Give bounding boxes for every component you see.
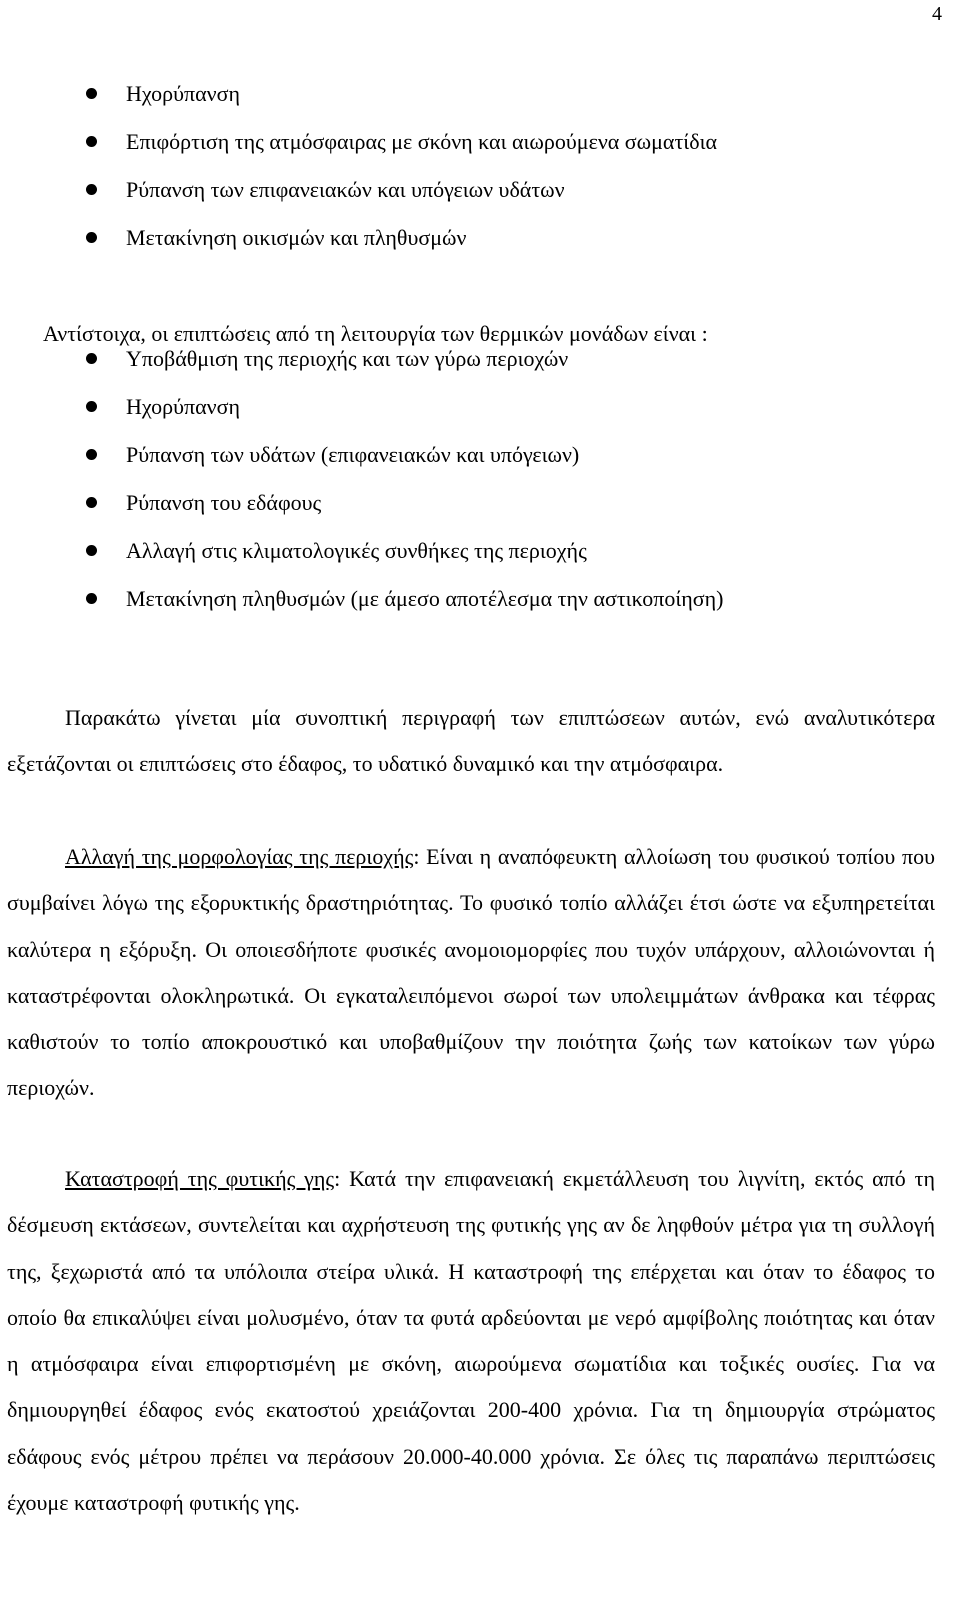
list-item — [0, 575, 960, 623]
list-item-text: Αλλαγή στις κλιματολογικές συνθήκες της περιοχής — [126, 538, 587, 563]
list-item — [0, 214, 960, 262]
list-item — [0, 527, 960, 575]
list-item — [0, 335, 960, 383]
list-item-text: Ηχορύπανση — [126, 394, 240, 419]
list-item-text: Ρύπανση των υδάτων (επιφανειακών και υπόγειων) — [126, 442, 580, 467]
impact-list-mining — [0, 70, 960, 262]
bullet-icon — [86, 449, 97, 460]
morphology-change-text: : Είναι η αναπόφευκτη αλλοίωση του φυσικού τοπίου που συμβαίνει λόγω της εξορυκτικής δραστηριότητας. Το φυσικό τοπίο αλλάζει έτσι ώστε να εξυπηρετείται καλύτερα η εξόρυξη. Οι οποιεσδήποτε φυσικές ανομοιομορφίες που τυχόν υπάρχουν, αλλοιώνονται ή καταστρέφονται ολοκληρωτικά. Οι εγκαταλειπόμενοι σωροί των υπολειμμάτων άνθρακα και τέφρας καθιστούν το τοπίο αποκρουστικό και υποβαθμίζουν την ποιότητα ζωής των κατοίκων των γύρω περιοχών. — [7, 844, 935, 1101]
list-item — [0, 166, 960, 214]
list-item — [0, 479, 960, 527]
list-item-text: Μετακίνηση πληθυσμών (με άμεσο αποτέλεσμα την αστικοποίηση) — [126, 586, 724, 611]
list-item — [0, 431, 960, 479]
plant-soil-destruction-text: : Κατά την επιφανειακή εκμετάλλευση του λιγνίτη, εκτός από τη δέσμευση εκτάσεων, συντελείται και αχρήστευση της φυτικής γης αν δε ληφθούν μέτρα για τη συλλογή της, ξεχωριστά από τα υπόλοιπα στείρα υλικά. Η καταστροφή της επέρχεται και όταν το έδαφος το οποίο θα επικαλύψει είναι μολυσμένο, όταν τα φυτά αρδεύονται με νερό αμφίβολης ποιότητας και όταν η ατμόσφαιρα είναι επιφορτισμένη με σκόνη, αιωρούμενα σωματίδια και τοξικές ουσίες. Για να δημιουργηθεί έδαφος ενός εκατοστού χρειάζονται 200-400 χρόνια. Για τη δημιουργία στρώματος εδάφους ενός μέτρου πρέπει να περάσουν 20.000-40.000 χρόνια. Σε όλες τις παραπάνω περιπτώσεις έχουμε καταστροφή φυτικής γης. — [7, 1166, 935, 1516]
list-item-text: Μετακίνηση οικισμών και πληθυσμών — [126, 225, 467, 250]
impact-list-thermal-units — [0, 335, 960, 623]
list-item — [0, 70, 960, 118]
bullet-icon — [86, 184, 97, 195]
list-item — [0, 383, 960, 431]
bullet-icon — [86, 232, 97, 243]
page-number: 4 — [932, 3, 942, 25]
bullet-icon — [86, 136, 97, 147]
plant-soil-destruction-paragraph — [7, 1156, 935, 1526]
plant-soil-destruction-heading: Καταστροφή της φυτικής γης — [65, 1166, 335, 1191]
bullet-icon — [86, 593, 97, 604]
thermal-units-intro: Αντίστοιχα, οι επιπτώσεις από τη λειτουργία των θερμικών μονάδων είναι : — [43, 321, 708, 346]
bullet-icon — [86, 353, 97, 364]
bullet-icon — [86, 401, 97, 412]
list-item-text: Ηχορύπανση — [126, 81, 240, 106]
list-item-text: Ρύπανση του εδάφους — [126, 490, 322, 515]
bullet-icon — [86, 88, 97, 99]
summary-paragraph: Παρακάτω γίνεται μία συνοπτική περιγραφή των επιπτώσεων αυτών, ενώ αναλυτικότερα εξετάζονται οι επιπτώσεις στο έδαφος, το υδατικό δυναμικό και την ατμόσφαιρα. — [7, 705, 935, 777]
morphology-change-heading: Αλλαγή της μορφολογίας της περιοχής — [65, 844, 414, 869]
list-item — [0, 118, 960, 166]
list-item-text: Επιφόρτιση της ατμόσφαιρας με σκόνη και αιωρούμενα σωματίδια — [126, 129, 718, 154]
bullet-icon — [86, 497, 97, 508]
list-item-text: Υποβάθμιση της περιοχής και των γύρω περιοχών — [126, 346, 569, 371]
bullet-icon — [86, 545, 97, 556]
list-item-text: Ρύπανση των επιφανειακών και υπόγειων υδάτων — [126, 177, 565, 202]
morphology-change-paragraph — [7, 834, 935, 1112]
